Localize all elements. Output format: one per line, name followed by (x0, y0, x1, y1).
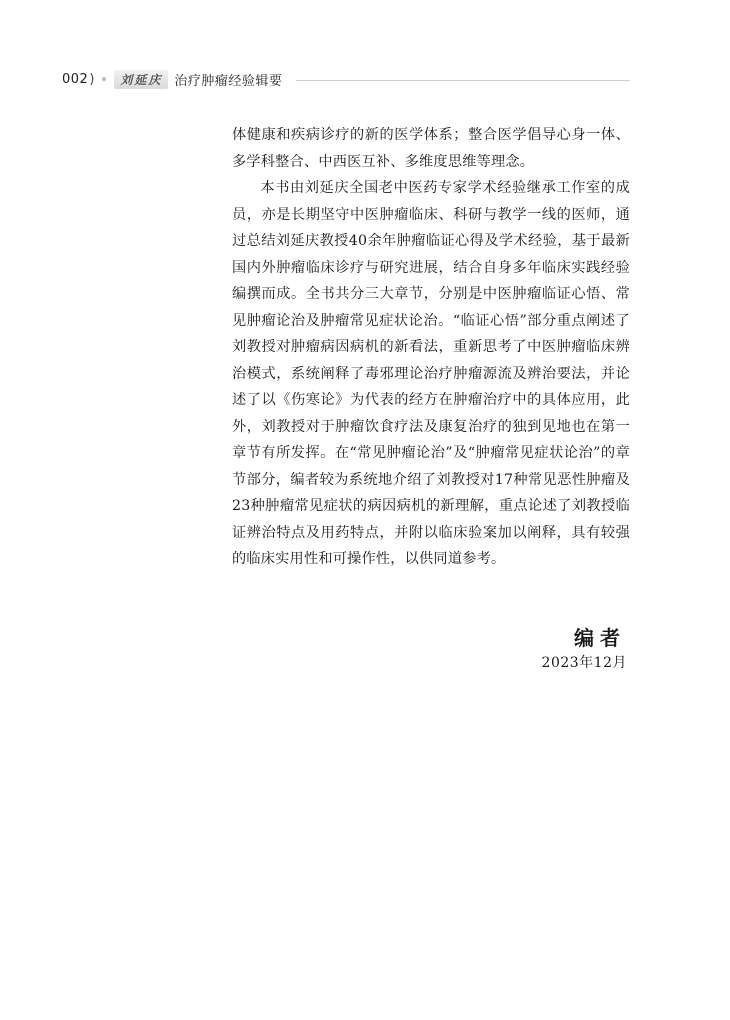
header-dot-icon (102, 77, 106, 81)
page-number-paren: ) (89, 71, 95, 87)
page-number: 002 (62, 71, 89, 87)
body-text (232, 122, 630, 573)
running-header (62, 68, 630, 90)
paragraph-main: 本书由刘延庆全国老中医药专家学术经验继承工作室的成员，亦是长期坚守中医肿瘤临床、科研与教学一线的医师，通过总结刘延庆教授40余年肿瘤临证心得及学术经验，基于最新国内外肿瘤临床诊疗与研究进展，结合自身多年临床实践经验编撰而成。全书共分三大章节，分别是中医肿瘤临证心悟、常见肿瘤论治及肿瘤常见症状论治。“临证心悟”部分重点阐述了刘教授对肿瘤病因病机的新看法，重新思考了中医肿瘤临床辨治模式，系统阐释了毒邪理论治疗肿瘤源流及辨治要法，并论述了以《伤寒论》为代表的经方在肿瘤治疗中的具体应用，此外，刘教授对于肿瘤饮食疗法及康复治疗的独到见地也在第一章节有所发挥。在“常见肿瘤论治”及“肿瘤常见症状论治”的章节部分，编者较为系统地介绍了刘教授对17种常见恶性肿瘤及23种肿瘤常见症状的病因病机的新理解，重点论述了刘教授临证辨治特点及用药特点，并附以临床验案加以阐释，具有较强的临床实用性和可操作性，以供同道参考。 (232, 180, 630, 567)
signature-date: 2023年12月 (541, 655, 627, 671)
header-rule (296, 80, 630, 81)
book-title: 治疗肿瘤经验辑要 (174, 73, 283, 89)
signature-editor: 编者 (574, 626, 626, 650)
author-name-seal: 刘延庆 (114, 70, 168, 89)
paragraph-continued: 体健康和疾病诊疗的新的医学体系；整合医学倡导心身一体、多学科整合、中西医互补、多维度思维等理念。 (232, 127, 630, 170)
